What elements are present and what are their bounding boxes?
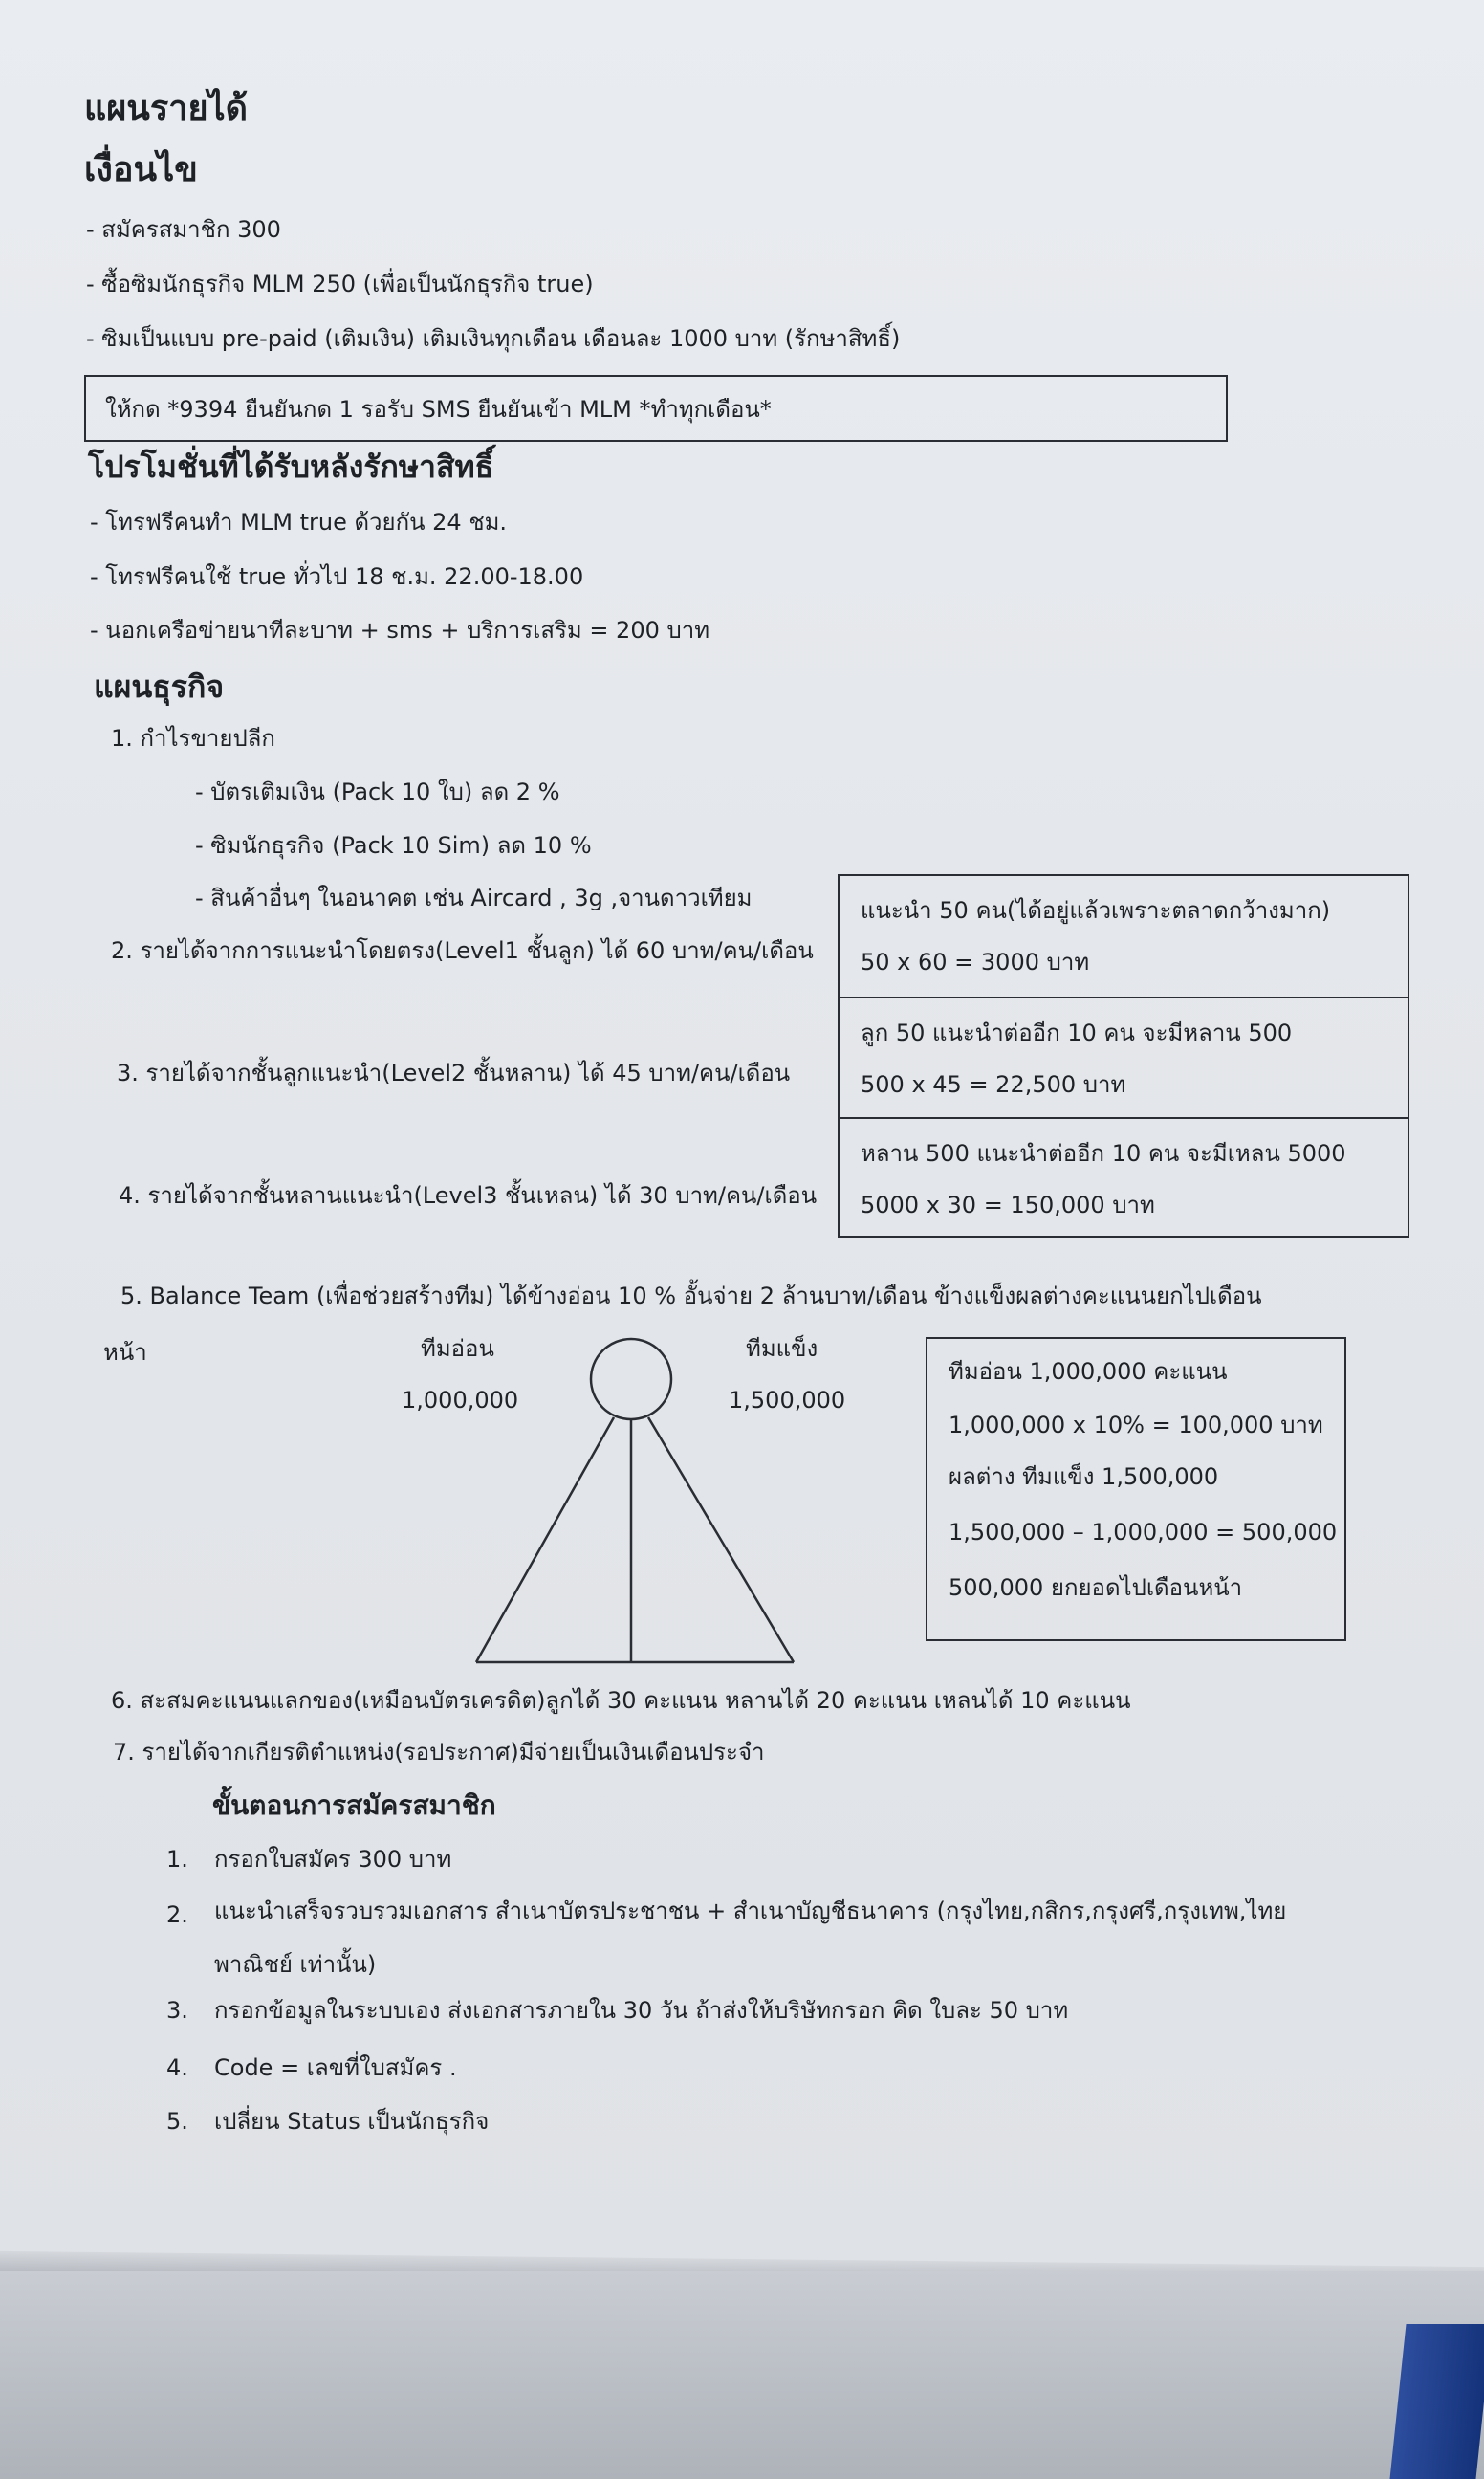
register-step-text: พาณิชย์ เท่านั้น) bbox=[214, 1951, 377, 1978]
business-item-1: 1. กำไรขายปลีก bbox=[111, 725, 275, 752]
level-row-2-line1: ลูก 50 แนะนำต่ออีก 10 คน จะมีหลาน 500 bbox=[861, 1020, 1293, 1046]
balance-line: ผลต่าง ทีมแข็ง 1,500,000 bbox=[949, 1463, 1219, 1490]
balance-line: 1,500,000 – 1,000,000 = 500,000 bbox=[949, 1519, 1338, 1546]
blue-object bbox=[1389, 2324, 1484, 2479]
balance-calculation-box bbox=[926, 1337, 1346, 1641]
business-item-5: 5. Balance Team (เพื่อช่วยสร้างทีม) ได้ข้างอ่อน 10 % อั้นจ่าย 2 ล้านบาท/เดือน ข้างแข็งผลต่างคะแนนยกไปเดือน bbox=[120, 1283, 1262, 1309]
business-item-4: 4. รายได้จากชั้นหลานแนะนำ(Level3 ชั้นเหลน) ได้ 30 บาท/คน/เดือน bbox=[119, 1182, 818, 1209]
weak-branch bbox=[476, 1417, 614, 1662]
business-sub-item: - ซิมนักธุรกิจ (Pack 10 Sim) ลด 10 % bbox=[195, 832, 592, 859]
level-row-2-line2: 500 x 45 = 22,500 บาท bbox=[861, 1071, 1126, 1098]
strong-branch bbox=[648, 1417, 794, 1662]
register-heading: ขั้นตอนการสมัครสมาชิก bbox=[212, 1789, 496, 1821]
register-step-text: กรอกข้อมูลในระบบเอง ส่งเอกสารภายใน 30 วัน ถ้าส่งให้บริษัทกรอก คิด ใบละ 50 บาท bbox=[214, 1997, 1069, 2024]
strong-team-value: 1,500,000 bbox=[729, 1387, 846, 1414]
balance-line: 500,000 ยกยอดไปเดือนหน้า bbox=[949, 1574, 1243, 1601]
conditions-heading: เงื่อนไข bbox=[84, 150, 198, 189]
condition-item: - สมัครสมาชิก 300 bbox=[86, 216, 281, 243]
team-tree-diagram bbox=[459, 1329, 813, 1670]
register-step-number: 3. bbox=[166, 1997, 188, 2024]
register-step-text: แนะนำเสร็จรวบรวมเอกสาร สำเนาบัตรประชาชน + สำเนาบัญชีธนาคาร (กรุงไทย,กสิกร,กรุงศรี,กรุงเทพ,ไทย bbox=[214, 1898, 1287, 1924]
level-income-table bbox=[838, 874, 1409, 1238]
table-divider bbox=[840, 1117, 1408, 1119]
register-step-number: 4. bbox=[166, 2054, 188, 2081]
document-title: แผนรายได้ bbox=[84, 89, 249, 128]
register-step-text: เปลี่ยน Status เป็นนักธุรกิจ bbox=[214, 2108, 490, 2135]
register-step-text: Code = เลขที่ใบสมัคร . bbox=[214, 2054, 457, 2081]
promotion-item: - โทรฟรีคนทำ MLM true ด้วยกัน 24 ชม. bbox=[90, 509, 508, 536]
table-divider bbox=[840, 997, 1408, 998]
promotion-heading: โปรโมชั่นที่ได้รับหลังรักษาสิทธิ์ bbox=[88, 449, 494, 485]
level-row-3-line1: หลาน 500 แนะนำต่ออีก 10 คน จะมีเหลน 5000 bbox=[861, 1140, 1346, 1167]
promotion-item: - นอกเครือข่ายนาทีละบาท + sms + บริการเสริม = 200 บาท bbox=[90, 617, 710, 644]
business-item-7: 7. รายได้จากเกียรติตำแหน่ง(รอประกาศ)มีจ่ายเป็นเงินเดือนประจำ bbox=[113, 1739, 765, 1766]
business-heading: แผนธุรกิจ bbox=[94, 669, 225, 705]
weak-team-value: 1,000,000 bbox=[402, 1387, 519, 1414]
notice-box bbox=[84, 375, 1228, 442]
register-step-number: 1. bbox=[166, 1846, 188, 1873]
notice-text: ให้กด *9394 ยืนยันกด 1 รอรับ SMS ยืนยันเข้า MLM *ทำทุกเดือน* bbox=[105, 396, 772, 423]
condition-item: - ซื้อซิมนักธุรกิจ MLM 250 (เพื่อเป็นนักธุรกิจ true) bbox=[86, 271, 594, 297]
register-step-number: 2. bbox=[166, 1901, 188, 1928]
business-sub-item: - บัตรเติมเงิน (Pack 10 ใบ) ลด 2 % bbox=[195, 779, 560, 805]
promotion-item: - โทรฟรีคนใช้ true ทั่วไป 18 ช.ม. 22.00-18.00 bbox=[90, 563, 584, 590]
balance-line: 1,000,000 x 10% = 100,000 บาท bbox=[949, 1412, 1323, 1438]
business-item-2: 2. รายได้จากการแนะนำโดยตรง(Level1 ชั้นลูก) ได้ 60 บาท/คน/เดือน bbox=[111, 937, 814, 964]
level-row-1-line1: แนะนำ 50 คน(ได้อยู่แล้วเพราะตลาดกว้างมาก) bbox=[861, 897, 1331, 924]
condition-item: - ซิมเป็นแบบ pre-paid (เติมเงิน) เติมเงินทุกเดือน เดือนละ 1000 บาท (รักษาสิทธิ์) bbox=[86, 325, 901, 352]
business-item-3: 3. รายได้จากชั้นลูกแนะนำ(Level2 ชั้นหลาน) ได้ 45 บาท/คน/เดือน bbox=[117, 1060, 791, 1086]
business-item-5-continued: หน้า bbox=[103, 1339, 147, 1366]
sponsor-node bbox=[591, 1339, 671, 1419]
desk-surface bbox=[0, 2271, 1484, 2479]
balance-line: ทีมอ่อน 1,000,000 คะแนน bbox=[949, 1358, 1228, 1385]
level-row-1-line2: 50 x 60 = 3000 บาท bbox=[861, 949, 1090, 976]
weak-team-label: ทีมอ่อน bbox=[421, 1335, 494, 1362]
register-step-number: 5. bbox=[166, 2108, 188, 2135]
business-sub-item: - สินค้าอื่นๆ ในอนาคต เช่น Aircard , 3g ,จานดาวเทียม bbox=[195, 885, 753, 911]
business-item-6: 6. สะสมคะแนนแลกของ(เหมือนบัตรเครดิต)ลูกได้ 30 คะแนน หลานได้ 20 คะแนน เหลนได้ 10 คะแนน bbox=[111, 1687, 1131, 1714]
strong-team-label: ทีมแข็ง bbox=[746, 1335, 818, 1362]
level-row-3-line2: 5000 x 30 = 150,000 บาท bbox=[861, 1192, 1155, 1218]
register-step-text: กรอกใบสมัคร 300 บาท bbox=[214, 1846, 452, 1873]
